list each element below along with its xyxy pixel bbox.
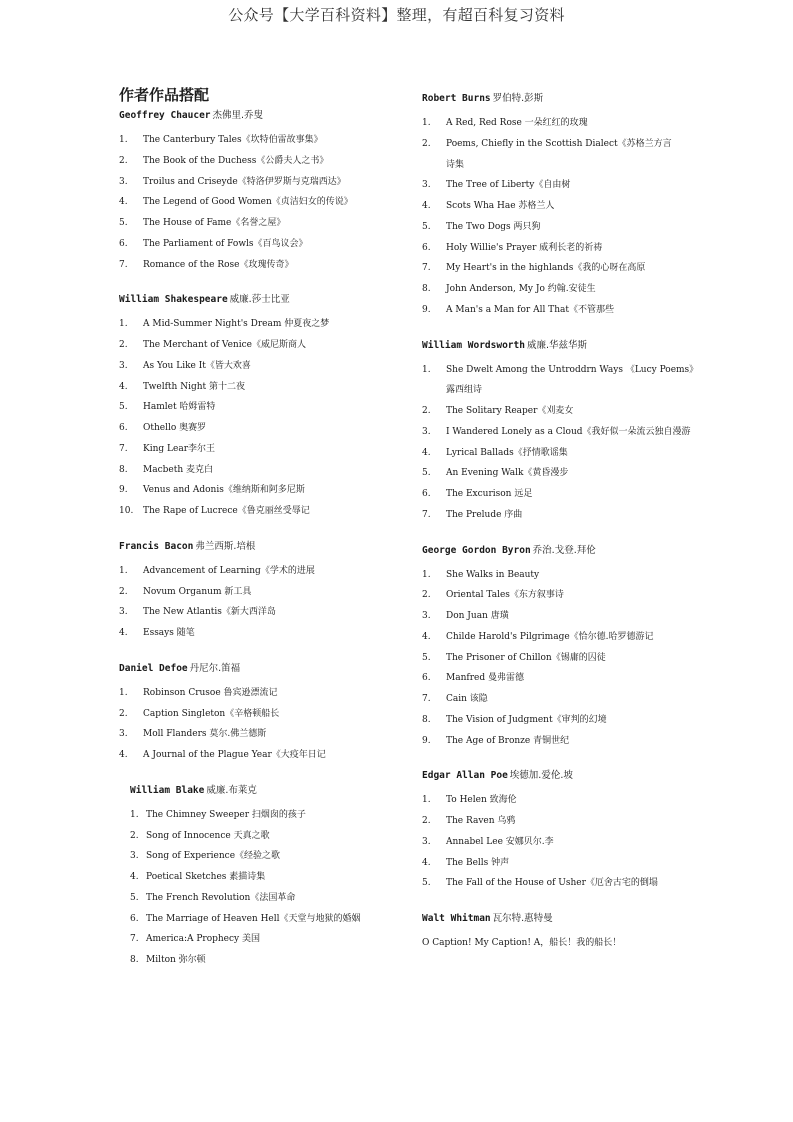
work-item: 3. As You Like It《皆大欢喜 (119, 360, 251, 371)
author-name-en: William Blake (130, 784, 205, 796)
work-item: 2. Caption Singleton《辛格顿船长 (119, 708, 280, 719)
author-heading (422, 339, 722, 352)
works-list (422, 565, 722, 752)
author-name-en: Daniel Defoe (119, 662, 188, 674)
author-name-en: Robert Burns (422, 93, 491, 104)
work-item: 4. The Bells 钟声 (422, 857, 510, 868)
author-section-wordsworth (422, 339, 722, 526)
page-title: 作者作品搭配 (119, 86, 210, 104)
work-item: 2. Novum Organum 新工具 (119, 586, 252, 597)
author-section-bacon (119, 540, 409, 644)
author-section-blake (119, 784, 409, 971)
work-item: 1. The Chimney Sweeper 扫烟囱的孩子 (130, 809, 306, 820)
work-item: 6. Holy Willie's Prayer 威利长老的祈祷 (422, 242, 603, 253)
work-item: 10. The Rape of Lucrece《鲁克丽丝受辱记 (119, 506, 310, 516)
author-name-en: Geoffrey Chaucer (119, 110, 211, 121)
author-section-poe (422, 769, 722, 894)
work-item: 9. A Man's a Man for All That《不管那些 (422, 304, 614, 315)
work-item: 3. Troilus and Criseyde《特洛伊罗斯与克瑞西达》 (119, 176, 346, 187)
work-item: 1. Robinson Crusoe 鲁宾逊漂流记 (119, 687, 278, 698)
work-item: 8. Macbeth 麦克白 (119, 464, 213, 475)
work-item: 2. Oriental Tales《东方叙事诗 (422, 590, 564, 601)
work-item: 4. Scots Wha Hae 苏格兰人 (422, 201, 555, 211)
work-item: 1. She Walks in Beauty (422, 569, 540, 580)
author-name-en: Edgar Allan Poe (422, 770, 508, 782)
work-item: 4. Essays 随笔 (119, 628, 195, 638)
author-name-cn: 威廉.布莱克 (206, 784, 257, 796)
author-name-cn: 威廉.华兹华斯 (526, 339, 587, 351)
work-item: 1. A Red, Red Rose 一朵红红的玫瑰 (422, 118, 588, 128)
work-item: 3. Don Juan 唐璜 (422, 611, 509, 621)
works-list (119, 130, 409, 275)
work-item: 4. A Journal of the Plague Year《大疫年日记 (119, 750, 326, 760)
work-item: 4. Lyrical Ballads《抒情歌谣集 (422, 447, 568, 458)
author-heading (422, 544, 722, 557)
author-name-cn: 丹尼尔.笛福 (189, 662, 241, 674)
work-item: 6. Othello 奥赛罗 (119, 423, 207, 433)
work-item: 1. To Helen 致海伦 (422, 795, 517, 806)
work-item: 3. Song of Experience《经验之歌 (130, 851, 281, 862)
author-heading (119, 662, 409, 675)
work-item: 3. Annabel Lee 安娜贝尔.李 (422, 836, 554, 847)
author-name-en: William Shakespeare (119, 294, 228, 306)
work-item: 5. The House of Fame《名誉之屋》 (119, 218, 286, 228)
author-section-byron (422, 544, 722, 752)
author-section-shakespeare (119, 293, 409, 522)
author-heading (119, 109, 409, 122)
work-item: 3. I Wandered Lonely as a Cloud《我好似一朵流云独自漫游 (422, 426, 691, 437)
work-item: 6. The Parliament of Fowls《百鸟议会》 (119, 238, 308, 249)
work-item: 7. King Lear李尔王 (119, 443, 215, 454)
work-item: 7. Romance of the Rose《玫瑰传奇》 (119, 259, 294, 270)
author-section-burns (422, 92, 722, 321)
author-heading (119, 540, 409, 553)
author-name-cn: 埃德加.爱伦.坡 (509, 770, 573, 782)
work-item: 2. Poems, Chiefly in the Scottish Dialect《苏格兰方言诗集 (422, 138, 672, 170)
works-list (422, 790, 722, 894)
works-list (119, 683, 409, 766)
work-item: 9. The Age of Bronze 青铜世纪 (422, 735, 570, 746)
work-item: 3. Moll Flanders 莫尔.佛兰德斯 (119, 729, 267, 740)
work-item: O Caption! My Caption! A，船长！我的船长！ (422, 938, 622, 948)
work-item: 7. The Prelude 序曲 (422, 509, 523, 520)
author-heading (119, 293, 409, 306)
author-name-cn: 威廉.莎士比亚 (229, 294, 290, 306)
work-item: 5. The Prisoner of Chillon《锡庸的囚徒 (422, 652, 606, 663)
author-section-chaucer (119, 109, 409, 275)
right-column (422, 92, 722, 972)
work-item: 6. Manfred 曼弗雷德 (422, 673, 524, 684)
work-item: 6. The Marriage of Heaven Hell《天堂与地狱的婚姻 (130, 913, 361, 924)
work-item: 3. The New Atlantis《新大西洋岛 (119, 607, 276, 618)
work-item: 4. Poetical Sketches 素描诗集 (130, 872, 266, 882)
author-heading (422, 769, 722, 782)
author-name-cn: 杰佛里.乔叟 (212, 110, 264, 121)
work-item: 6. The Excurison 远足 (422, 489, 533, 499)
work-item: 1. A Mid-Summer Night's Dream 仲夏夜之梦 (119, 319, 330, 330)
work-item: 1. The Canterbury Tales《坎特伯雷故事集》 (119, 135, 323, 145)
author-name-en: George Gordon Byron (422, 544, 531, 556)
author-name-cn: 乔治.戈登.拜伦 (532, 544, 596, 556)
work-item: 2. The Solitary Reaper《刈麦女 (422, 406, 574, 416)
works-list (119, 805, 409, 971)
work-item: 4. The Legend of Good Women《贞洁妇女的传说》 (119, 197, 353, 208)
works-list (119, 314, 409, 522)
work-item: 9. Venus and Adonis《维纳斯和阿多尼斯 (119, 485, 305, 496)
work-item: 7. America:A Prophecy 美国 (130, 934, 260, 945)
work-item: 8. John Anderson, My Jo 约翰.安徒生 (422, 284, 596, 294)
work-item: 1. Advancement of Learning《学术的进展 (119, 565, 315, 576)
work-item: 5. Hamlet 哈姆雷特 (119, 402, 216, 413)
works-list (119, 561, 409, 644)
work-item: 7. My Heart's in the highlands《我的心呀在高原 (422, 263, 646, 274)
author-section-defoe (119, 662, 409, 766)
work-item: 5. The French Revolution《法国革命 (130, 892, 296, 903)
author-name-cn: 弗兰西斯.培根 (195, 540, 256, 552)
work-item: 2. The Raven 乌鸦 (422, 816, 516, 826)
author-heading (422, 912, 722, 925)
work-item: 5. The Fall of the House of Usher《厄舍古宅的倒塌 (422, 878, 658, 889)
work-item: 5. An Evening Walk《黄昏漫步 (422, 468, 569, 479)
work-item: 2. The Merchant of Venice《威尼斯商人 (119, 340, 306, 350)
author-name-en: Walt Whitman (422, 913, 491, 924)
author-name-cn: 罗伯特.彭斯 (492, 93, 544, 104)
work-item: 8. The Vision of Judgment《审判的幻境 (422, 714, 607, 725)
page-header: 公众号【大学百科资料】整理，有超百科复习资料 (228, 6, 565, 24)
work-item: 5. The Two Dogs 两只狗 (422, 221, 541, 232)
works-list (422, 113, 722, 321)
works-list (422, 360, 722, 526)
work-item: 3. The Tree of Liberty《自由树 (422, 180, 571, 191)
author-name-cn: 瓦尔特.惠特曼 (492, 913, 553, 924)
author-heading (422, 92, 722, 105)
author-section-whitman (422, 912, 722, 954)
author-heading (119, 784, 409, 797)
work-item: 4. Twelfth Night 第十二夜 (119, 381, 245, 392)
author-name-en: William Wordsworth (422, 339, 525, 351)
work-item: 1. She Dwelt Among the Untroddrn Ways 《Lucy Poems》露西组诗 (422, 364, 694, 396)
work-item: 7. Cain 该隐 (422, 694, 488, 704)
work-item: 2. Song of Innocence 天真之歌 (130, 830, 270, 841)
work-item: 8. Milton 弥尔顿 (130, 955, 206, 965)
left-column (119, 86, 409, 989)
work-item: 4. Childe Harold's Pilgrimage《恰尔德.哈罗德游记 (422, 631, 654, 642)
work-item: 2. The Book of the Duchess《公爵夫人之书》 (119, 155, 329, 166)
author-name-en: Francis Bacon (119, 540, 194, 552)
